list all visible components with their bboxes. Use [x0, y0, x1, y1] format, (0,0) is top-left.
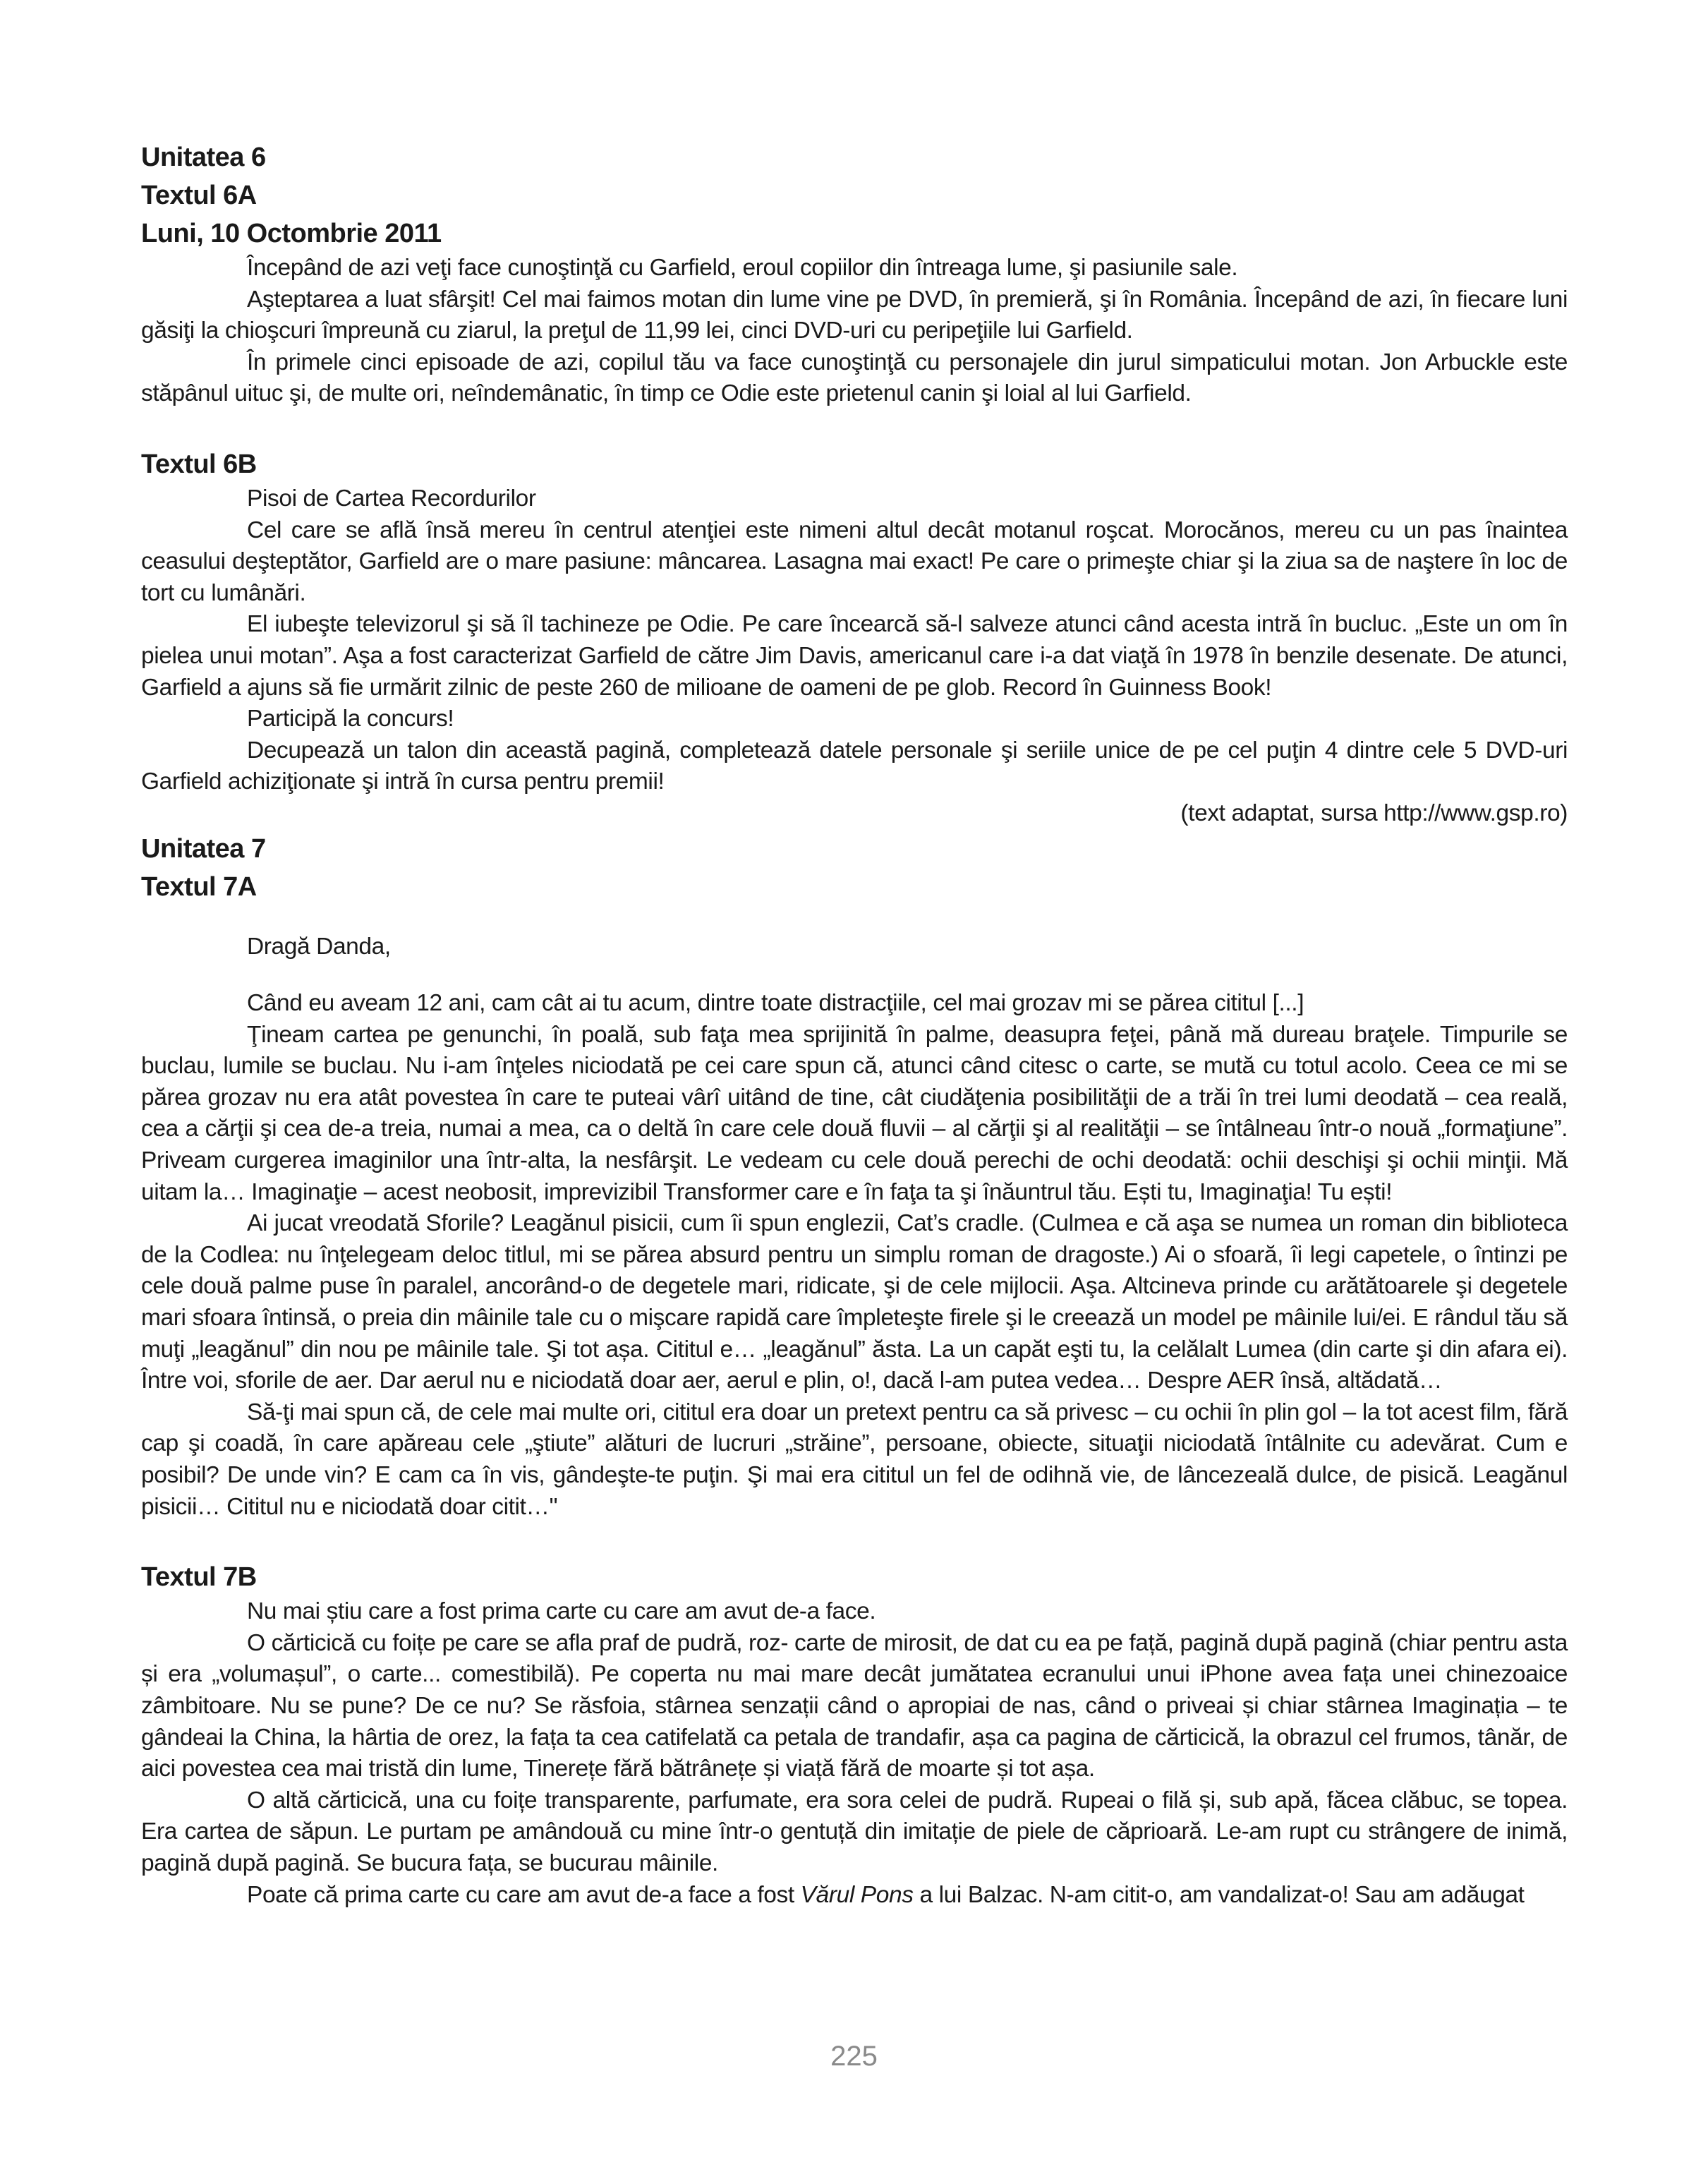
page-content	[141, 138, 1568, 1911]
text-7b-paragraph: Nu mai știu care a fost prima carte cu care am avut de-a face.	[247, 1598, 876, 1625]
text-6b-paragraph: El iubeşte televizorul şi să îl tachineze pe Odie. Pe care încearcă să-l salveze atunci când acesta intră în bucluc. „Este un om în pielea unui motan”. Aşa a fost caracterizat Garfield de către Jim Davis, americanul care i-a dat viaţă în 1978 în benzile desenate. De atunci, Garfield a ajuns să fie urmărit zilnic de peste 260 de milioane de oameni de pe glob. Record în Guinness Book!	[141, 611, 1568, 701]
text-7b-last-paragraph	[141, 1880, 1568, 1912]
text-6b-subtitle: Pisoi de Cartea Recordurilor	[247, 485, 536, 512]
text-6b-paragraph: Participă la concurs!	[247, 706, 454, 732]
text-7b-last-after: a lui Balzac. N-am citit-o, am vandalizat-o! Sau am adăugat	[913, 1881, 1525, 1908]
text-7a-paragraph: Să-ţi mai spun că, de cele mai multe ori, cititul era doar un pretext pentru ca să privesc – cu ochii în plin gol – la tot acest film, fără cap şi coadă, în care apăreau cele „ştiute” alături de lucruri „străine”, persoane, obiecte, situaţii niciodată întâlnite cu adevărat. Cum e posibil? De unde vin? E cam ca în vis, gândeşte-te puţin. Şi mai era cititul un fel de odihnă vie, de lâncezeală dulce, de pisică. Leagănul pisicii… Cititul nu e niciodată doar citit…"	[141, 1399, 1568, 1520]
text-6a-date: Luni, 10 Octombrie 2011	[141, 219, 442, 248]
text-7a-paragraph: Ţineam cartea pe genunchi, în poală, sub faţa mea sprijinită în palme, deasupra feţei, până mă dureau braţele. Timpurile se buclau, lumile se buclau. Nu i-am înţeles niciodată pe cei care spun că, atunci când citesc o carte, se mută cu totul acolo. Ceea ce mi se părea grozav nu era atât povestea în care te puteai vârî uitând de tine, cât ciudăţenia posibilităţii de a trăi în trei lumi deodată – cea reală, cea a cărţii şi cea de-a treia, numai a mea, ca o deltă în care cele două fluvii – al cărţii şi al realităţii – se întâlneau într-o nouă „formaţiune”. Priveam curgerea imaginilor una într-alta, la nesfârşit. Le vedeam cu cele două perechi de ochi deodată: ochii deschişi şi ochii minţii. Mă uitam la… Imaginaţie – acest neobosit, imprevizibil Transformer care e în faţa ta şi înăuntrul tău. Ești tu, Imaginaţia! Tu ești!	[141, 1021, 1568, 1205]
text-7b-paragraph: O altă cărticică, una cu foițe transparente, parfumate, era sora celei de pudră. Rupeai o filă și, sub apă, făcea clăbuc, se topea. Era cartea de săpun. Le purtam pe amândouă cu mine într-o gentuță din imitație de piele de căprioară. Le-am rupt cu strângere de inimă, pagină după pagină. Se bucura fața, se bucurau mâinile.	[141, 1787, 1568, 1876]
text-6b-title: Textul 6B	[141, 449, 257, 479]
text-7a-paragraph: Ai jucat vreodată Sforile? Leagănul pisicii, cum îi spun englezii, Cat’s cradle. (Culmea e că aşa se numea un roman din biblioteca de la Codlea: nu înţelegeam deloc titlul, mi se părea absurd pentru un simplu roman de dragoste.) Ai o sfoară, îi legi capetele, o întinzi pe cele două palme puse în paralel, ancorând-o de degetele mari, ridicate, şi de cele mijlocii. Aşa. Altcineva prinde cu arătătoarele şi degetele mari sfoara întinsă, o preia din mâinile tale cu o mişcare rapidă care împleteşte firele şi le creează un model pe mâinile lui/ei. E rândul tău să muţi „leagănul” din nou pe mâinile tale. Şi tot așa. Cititul e… „leagănul” ăsta. La un capăt eşti tu, la celălalt Lumea (din carte şi din afara ei). Între voi, sforile de aer. Dar aerul nu e niciodată doar aer, aerul e plin, o!, dacă l-am putea vedea… Despre AER însă, altădată…	[141, 1210, 1568, 1394]
text-7b-paragraph: O cărticică cu foițe pe care se afla praf de pudră, roz- carte de mirosit, de dat cu ea pe față, pagină după pagină (chiar pentru asta și era „volumașul”, o carte... comestibilă). Pe coperta nu mai mare decât jumătatea ecranului unui iPhone avea fața unei chinezoaice zâmbitoare. Nu se pune? De ce nu? Se răsfoia, stârnea senzații când o apropiai de nas, când o priveai și chiar stârnea Imaginația – te gândeai la China, la hârtia de orez, la fața ta cea catifelată ca petala de trandafir, așa ca pagina de cărticică, la obrazul cel frumos, tânăr, de aici povestea cea mai tristă din lume, Tinerețe fără bătrânețe și viață fără de moarte și tot așa.	[141, 1629, 1568, 1782]
text-6b-paragraph: Cel care se află însă mereu în centrul atenţiei este nimeni altul decât motanul roşcat. Morocănos, mereu cu un pas înaintea ceasului deşteptător, Garfield are o mare pasiune: mâncarea. Lasagna mai exact! Pe care o primeşte chiar şi la ziua sa de naştere în loc de tort cu lumânări.	[141, 517, 1568, 606]
unit-7-title: Unitatea 7	[141, 833, 266, 864]
unit-6-title: Unitatea 6	[141, 143, 266, 172]
text-7a-greeting: Dragă Danda,	[247, 933, 391, 960]
page-number: 225	[830, 2041, 878, 2072]
text-6b-source: (text adaptat, sursa http://www.gsp.ro)	[1180, 799, 1568, 826]
book-title-italic: Vărul Pons	[800, 1881, 914, 1908]
text-7a-paragraph: Când eu aveam 12 ani, cam cât ai tu acum, dintre toate distracţiile, cel mai grozav mi se părea cititul [...]	[247, 990, 1304, 1017]
text-7a-title: Textul 7A	[141, 871, 257, 902]
text-6a-paragraph: Începând de azi veţi face cunoştinţă cu Garfield, eroul copiilor din întreaga lume, şi pasiunile sale.	[247, 255, 1238, 281]
text-6a-paragraph: În primele cinci episoade de azi, copilul tău va face cunoştinţă cu personajele din jurul simpaticului motan. Jon Arbuckle este stăpânul uituc şi, de multe ori, neîndemânatic, în timp ce Odie este prietenul canin şi loial al lui Garfield.	[141, 349, 1568, 407]
text-7b-last-before: Poate că prima carte cu care am avut de-a face a fost	[247, 1881, 801, 1908]
text-6b-paragraph: Decupează un talon din această pagină, completează datele personale şi seriile unice de pe cel puţin 4 dintre cele 5 DVD-uri Garfield achiziţionate şi intră în cursa pentru premii!	[141, 737, 1568, 795]
text-6a-paragraph: Aşteptarea a luat sfârşit! Cel mai faimos motan din lume vine pe DVD, în premieră, şi în România. Începând de azi, în fiecare luni găsiţi la chioşcuri împreună cu ziarul, la preţul de 11,99 lei, cinci DVD-uri cu peripeţiile lui Garfield.	[141, 286, 1568, 344]
text-7b-title: Textul 7B	[141, 1562, 257, 1593]
text-6a-title: Textul 6A	[141, 181, 257, 210]
